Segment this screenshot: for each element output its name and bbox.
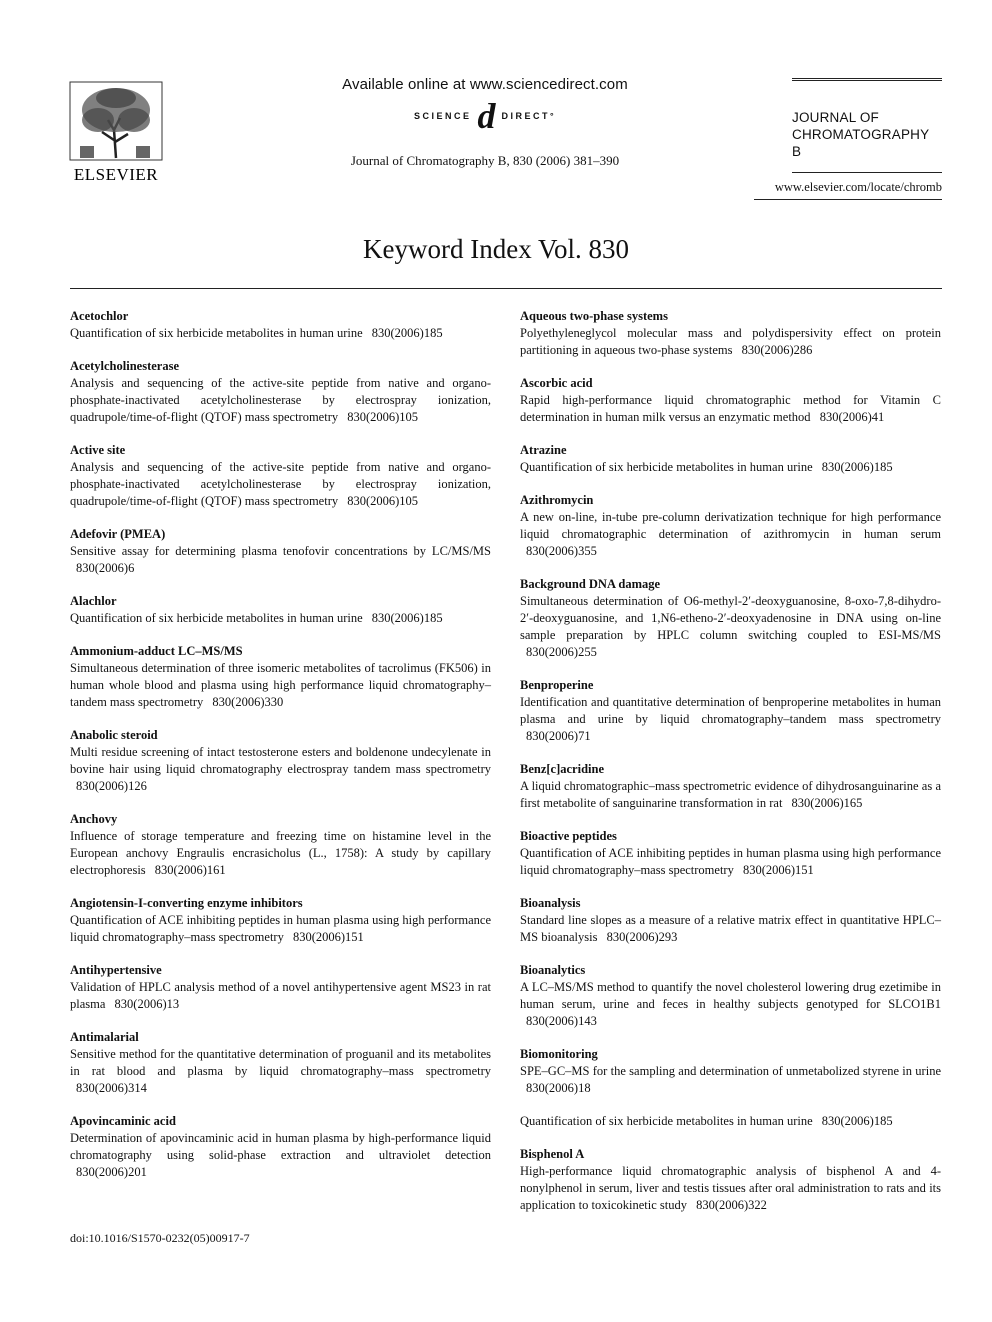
- article-reference[interactable]: 830(2006)6: [76, 561, 135, 575]
- index-article: [70, 610, 491, 627]
- index-keyword: Aqueous two-phase systems: [520, 309, 668, 323]
- article-reference[interactable]: 830(2006)185: [821, 460, 893, 474]
- index-entry: [70, 1029, 491, 1097]
- index-keyword: Biomonitoring: [520, 1047, 598, 1061]
- available-online: Available online at www.sciencedirect.com: [342, 76, 628, 93]
- index-entry: [520, 1146, 941, 1214]
- article-title: SPE–GC–MS for the sampling and determination of unmetabolized styrene in urine: [520, 1064, 941, 1078]
- journal-masthead: [792, 78, 942, 173]
- article-title: Standard line slopes as a measure of a relative matrix effect in quantitative HPLC–MS bioanalysis: [520, 913, 941, 944]
- index-keyword: Atrazine: [520, 443, 567, 457]
- article-reference[interactable]: 830(2006)255: [526, 645, 597, 659]
- index-keyword: Bioanalysis: [520, 896, 581, 910]
- index-article: [70, 1046, 491, 1097]
- article-reference[interactable]: 830(2006)105: [347, 494, 419, 508]
- index-article: [70, 979, 491, 1013]
- article-reference[interactable]: 830(2006)293: [606, 930, 678, 944]
- index-article: [70, 828, 491, 879]
- index-entry: [70, 593, 491, 627]
- index-keyword: Antimalarial: [70, 1030, 139, 1044]
- article-title: Rapid high-performance liquid chromatographic method for Vitamin C determination in human milk versus an enzymatic method: [520, 393, 941, 424]
- index-article: [520, 593, 941, 661]
- article-title: Quantification of six herbicide metabolites in human urine: [70, 611, 363, 625]
- journal-title: [792, 109, 942, 160]
- publisher-logo-text: ELSEVIER: [73, 165, 159, 184]
- index-keyword: Antihypertensive: [70, 963, 162, 977]
- index-entry: [70, 895, 491, 946]
- index-article: [520, 392, 941, 426]
- index-article: [70, 1130, 491, 1181]
- article-title: Influence of storage temperature and freezing time on histamine level in the European anchovy Engraulis encrasicholus (L., 1758): A study by capillary electrophoresis: [70, 829, 491, 877]
- index-article: [520, 459, 941, 476]
- index-keyword: Ascorbic acid: [520, 376, 593, 390]
- index-entry: [70, 442, 491, 510]
- index-entry: [70, 1113, 491, 1181]
- article-reference[interactable]: 830(2006)185: [371, 326, 443, 340]
- index-entry: [70, 962, 491, 1013]
- index-article: [70, 375, 491, 426]
- journal-citation: Journal of Chromatography B, 830 (2006) 381–390: [350, 153, 620, 168]
- index-keyword: Benproperine: [520, 678, 594, 692]
- article-reference[interactable]: 830(2006)151: [742, 863, 814, 877]
- title-divider: [70, 288, 942, 289]
- index-keyword: Bioanalytics: [520, 963, 586, 977]
- masthead-rule-top: [792, 78, 942, 83]
- article-title: Validation of HPLC analysis method of a novel antihypertensive agent MS23 in rat plasma: [70, 980, 491, 1011]
- index-entry: [520, 375, 941, 426]
- article-title: Quantification of ACE inhibiting peptides in human plasma using high performance liquid chromatography–mass spectrometry: [520, 846, 941, 877]
- index-article: [70, 660, 491, 711]
- article-reference[interactable]: 830(2006)151: [292, 930, 364, 944]
- article-reference[interactable]: 830(2006)355: [526, 544, 597, 558]
- index-entry: [520, 895, 941, 946]
- article-title: Identification and quantitative determination of benproperine metabolites in human plasma and urine by liquid chromatography–tandem mass spectrometry: [520, 695, 941, 726]
- index-entry: [70, 526, 491, 577]
- left-column: [70, 308, 491, 1197]
- article-title: Sensitive assay for determining plasma tenofovir concentrations by LC/MS/MS: [70, 544, 491, 558]
- article-title: A liquid chromatographic–mass spectrometric evidence of dihydrosanguinarine as a first metabolite of sanguinarine transformation in rat: [520, 779, 941, 810]
- index-article: [520, 509, 941, 560]
- journal-title-line1: JOURNAL OF: [792, 110, 880, 125]
- index-article: [520, 1163, 941, 1214]
- article-title: Analysis and sequencing of the active-site peptide from native and organo-phosphate-inactivated acetylcholinesterase by electrospray ionization, quadrupole/time-of-flight (QTOF) mass spectrometry: [70, 376, 491, 424]
- index-article: [520, 979, 941, 1030]
- article-reference[interactable]: 830(2006)18: [526, 1081, 591, 1095]
- article-reference[interactable]: 830(2006)143: [526, 1014, 597, 1028]
- index-entry: [70, 358, 491, 426]
- index-article: [520, 845, 941, 879]
- index-entry: [70, 727, 491, 795]
- index-keyword: Bioactive peptides: [520, 829, 617, 843]
- article-title: Simultaneous determination of three isomeric metabolites of tacrolimus (FK506) in human whole blood and plasma using high performance liquid chromatography–tandem mass spectrometry: [70, 661, 491, 709]
- article-reference[interactable]: 830(2006)201: [76, 1165, 147, 1179]
- index-article: [70, 912, 491, 946]
- article-title: High-performance liquid chromatographic analysis of bisphenol A and 4-nonylphenol in serum, liver and testis tissues after oral administration to rats and its application to toxicokinetic study: [520, 1164, 941, 1212]
- index-entry: [520, 1046, 941, 1130]
- article-title: Sensitive method for the quantitative determination of proguanil and its metabolites in rat blood and plasma by liquid chromatography–mass spectrometry: [70, 1047, 491, 1078]
- journal-title-line2: CHROMATOGRAPHY B: [792, 127, 930, 159]
- index-entry: [70, 811, 491, 879]
- article-title: Quantification of six herbicide metabolites in human urine: [520, 460, 813, 474]
- index-article: [520, 912, 941, 946]
- index-article: [520, 1063, 941, 1097]
- page-title: Keyword Index Vol. 830: [363, 234, 629, 264]
- sciencedirect-logo: [300, 96, 670, 136]
- masthead-rule-bottom: [792, 172, 942, 173]
- index-entry: [520, 576, 941, 661]
- doi[interactable]: doi:10.1016/S1570-0232(05)00917-7: [70, 1231, 250, 1245]
- index-entry: [520, 492, 941, 560]
- index-keyword: Acetochlor: [70, 309, 129, 323]
- journal-url[interactable]: www.elsevier.com/locate/chromb: [754, 180, 942, 200]
- index-keyword: Benz[c]acridine: [520, 762, 605, 776]
- article-reference[interactable]: 830(2006)13: [114, 997, 180, 1011]
- sciencedirect-d-icon: d: [477, 96, 496, 136]
- article-title: A new on-line, in-tube pre-column derivatization technique for high performance liquid chromatographic determination of azithromycin in human serum: [520, 510, 941, 541]
- index-entry: [520, 677, 941, 745]
- index-keyword: Ammonium-adduct LC–MS/MS: [70, 644, 243, 658]
- index-entry: [520, 962, 941, 1030]
- article-title: Multi residue screening of intact testosterone esters and boldenone undecylenate in bovine hair using liquid chromatography electrospray tandem mass spectrometry: [70, 745, 491, 776]
- article-reference[interactable]: 830(2006)126: [76, 779, 147, 793]
- index-keyword: Bisphenol A: [520, 1147, 585, 1161]
- article-title: Quantification of six herbicide metabolites in human urine: [70, 326, 363, 340]
- index-entry: [520, 308, 941, 359]
- article-title: Simultaneous determination of O6-methyl-2′-deoxyguanosine, 8-oxo-7,8-dihydro-2′-deoxyguanosine, and 1,N6-etheno-2′-deoxyadenosine in DNA using on-line sample preparation by HPLC column switching coupled to ESI-MS/MS: [520, 594, 941, 642]
- article-reference[interactable]: 830(2006)165: [791, 796, 863, 810]
- article-reference[interactable]: 830(2006)330: [212, 695, 284, 709]
- index-article: [70, 543, 491, 577]
- index-keyword: Adefovir (PMEA): [70, 527, 166, 541]
- article-reference[interactable]: 830(2006)314: [76, 1081, 147, 1095]
- article-reference[interactable]: 830(2006)185: [371, 611, 443, 625]
- index-keyword: Anabolic steroid: [70, 728, 158, 742]
- index-keyword: Background DNA damage: [520, 577, 661, 591]
- article-reference[interactable]: 830(2006)185: [821, 1114, 893, 1128]
- sciencedirect-left: SCIENCE: [413, 111, 472, 121]
- index-keyword: Apovincaminic acid: [70, 1114, 176, 1128]
- article-title: Analysis and sequencing of the active-site peptide from native and organo-phosphate-inactivated acetylcholinesterase by electrospray ionization, quadrupole/time-of-flight (QTOF) mass spectrometry: [70, 460, 491, 508]
- elsevier-tree-icon: [68, 80, 164, 186]
- index-entry: [70, 308, 491, 342]
- index-article: [70, 325, 491, 342]
- index-keyword: Alachlor: [70, 594, 117, 608]
- index-keyword: Active site: [70, 443, 126, 457]
- article-reference[interactable]: 830(2006)71: [526, 729, 591, 743]
- elsevier-logo: [68, 80, 164, 186]
- header-center: [300, 76, 670, 169]
- article-title: A LC–MS/MS method to quantify the novel cholesterol lowering drug ezetimibe in human serum, urine and feces in healthy subjects genotyped for SLCO1B1: [520, 980, 941, 1011]
- article-title: Determination of apovincaminic acid in human plasma by high-performance liquid chromatography using solid-phase extraction and ultraviolet detection: [70, 1131, 491, 1162]
- right-column: [520, 308, 941, 1230]
- index-keyword: Angiotensin-I-converting enzyme inhibitors: [70, 896, 303, 910]
- index-article: [70, 459, 491, 510]
- article-reference[interactable]: 830(2006)286: [741, 343, 813, 357]
- index-entry: [520, 442, 941, 476]
- sciencedirect-right: DIRECT°: [501, 111, 557, 121]
- index-entry: [520, 761, 941, 812]
- article-reference[interactable]: 830(2006)322: [696, 1198, 767, 1212]
- index-keyword: Anchovy: [70, 812, 118, 826]
- index-article: [520, 1113, 941, 1130]
- index-keyword: Azithromycin: [520, 493, 594, 507]
- article-title: Quantification of ACE inhibiting peptides in human plasma using high performance liquid chromatography–mass spectrometry: [70, 913, 491, 944]
- index-article: [520, 325, 941, 359]
- index-article: [520, 694, 941, 745]
- article-reference[interactable]: 830(2006)161: [154, 863, 226, 877]
- index-article: [520, 778, 941, 812]
- index-entry: [520, 828, 941, 879]
- article-reference[interactable]: 830(2006)41: [819, 410, 885, 424]
- index-keyword: Acetylcholinesterase: [70, 359, 179, 373]
- article-title: Quantification of six herbicide metabolites in human urine: [520, 1114, 813, 1128]
- index-entry: [70, 643, 491, 711]
- article-reference[interactable]: 830(2006)105: [347, 410, 419, 424]
- index-article: [70, 744, 491, 795]
- article-title: Polyethyleneglycol molecular mass and polydispersivity effect on protein partitioning in aqueous two-phase systems: [520, 326, 941, 357]
